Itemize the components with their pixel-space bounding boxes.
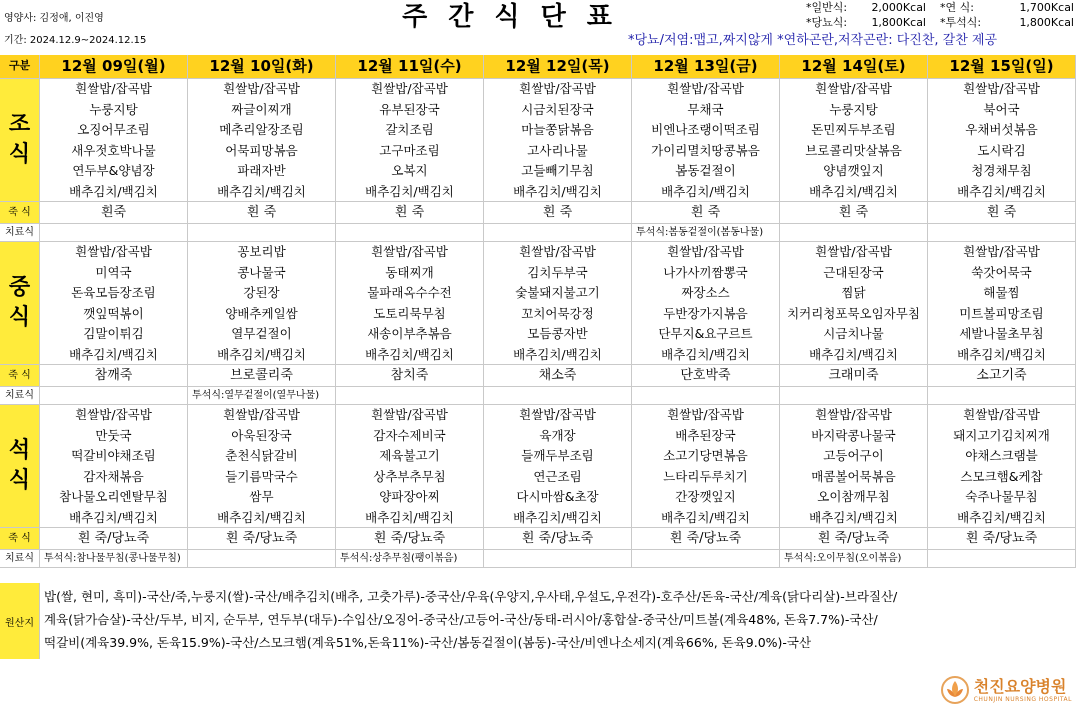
menu-item: 어묵피망볶음 [188,141,336,162]
day-header: 12월 14일(토) [780,55,928,79]
menu-item: 열무겉절이 [188,324,336,345]
menu-item: 배추김치/백김치 [928,508,1076,529]
menu-item: 김치두부국 [484,263,632,284]
menu-item: 상추부추무침 [336,467,484,488]
day-header: 12월 09일(월) [40,55,188,79]
menu-item: 무채국 [632,100,780,121]
menu-item: 고등어구이 [780,446,928,467]
therapy-note [632,387,780,405]
menu-item: 흰쌀밥/잡곡밥 [336,79,484,100]
porridge-item: 흰 죽 [336,202,484,224]
therapy-note: 투석식:상추무침(팽이볶음) [336,550,484,568]
diet-notice: *당뇨/저염:맵고,짜지않게 *연하곤란,저작곤란: 다진찬, 갈찬 제공 [628,33,998,48]
menu-item: 배추김치/백김치 [780,508,928,529]
menu-item: 누룽지탕 [40,100,188,121]
origin-line: 밥(쌀, 현미, 흑미)-국산/죽,누룽지(쌀)-국산/배추김치(배추, 고춧가루)-중국산/우육(우양지,우사태,우설도,우전각)-호주산/돈육-국산/계육(닭다리살)-브라질산/ [44,589,898,604]
period-label: 기간: 2024.12.9~2024.12.15 [4,35,147,46]
menu-item: 매콤볼어묵볶음 [780,467,928,488]
menu-item: 춘천식닭갈비 [188,446,336,467]
menu-item: 파래자반 [188,161,336,182]
nutritionist-label: 영양사: 김정애, 이진영 [4,13,104,24]
porridge-item: 흰 죽/당뇨죽 [336,528,484,550]
porridge-item: 흰 죽 [484,202,632,224]
porridge-item: 흰 죽 [780,202,928,224]
menu-item: 시금치나물 [780,324,928,345]
hospital-logo [940,675,1072,705]
menu-item: 배추김치/백김치 [928,182,1076,203]
porridge-item: 흰죽 [40,202,188,224]
menu-item: 흰쌀밥/잡곡밥 [484,242,632,263]
menu-item: 꽁보리밥 [188,242,336,263]
menu-item: 배추김치/백김치 [40,182,188,203]
menu-item: 봄동겉절이 [632,161,780,182]
porridge-label: 죽 식 [0,365,40,387]
menu-item: 나가사끼짬뽕국 [632,263,780,284]
porridge-item: 흰 죽 [188,202,336,224]
menu-item: 흰쌀밥/잡곡밥 [40,242,188,263]
menu-item: 갈치조림 [336,120,484,141]
therapy-note [780,387,928,405]
menu-item: 오이참깨무침 [780,487,928,508]
menu-item: 세발나물초무침 [928,324,1076,345]
menu-item: 물파래옥수수전 [336,283,484,304]
porridge-item: 흰 죽 [928,202,1076,224]
menu-item: 메추리알장조림 [188,120,336,141]
porridge-item: 흰 죽/당뇨죽 [928,528,1076,550]
menu-item: 유부된장국 [336,100,484,121]
calorie-value: 1,700Kcal [1019,1,1074,14]
menu-item: 배추김치/백김치 [632,508,780,529]
porridge-item: 단호박죽 [632,365,780,387]
menu-item: 도시락김 [928,141,1076,162]
menu-item: 흰쌀밥/잡곡밥 [40,405,188,426]
menu-item: 새우젓호박나물 [40,141,188,162]
therapy-label: 치료식 [0,387,40,405]
menu-item: 비엔나조랭이떡조림 [632,120,780,141]
menu-item: 연두부&양념장 [40,161,188,182]
menu-item: 숯불돼지불고기 [484,283,632,304]
menu-item: 배추김치/백김치 [40,345,188,366]
therapy-note [336,224,484,242]
menu-item: 연근조림 [484,467,632,488]
porridge-item: 흰 죽 [632,202,780,224]
menu-item: 제육불고기 [336,446,484,467]
therapy-note: 투석식:열무겉절이(열무나물) [188,387,336,405]
hospital-name-english: CHUNJIN NURSING HOSPITAL [973,695,1072,703]
calorie-label: *일반식: [806,1,848,14]
menu-item: 흰쌀밥/잡곡밥 [780,405,928,426]
therapy-label: 치료식 [0,550,40,568]
menu-item: 배추김치/백김치 [780,345,928,366]
therapy-note [632,550,780,568]
porridge-item: 흰 죽/당뇨죽 [632,528,780,550]
calorie-label: *연 식: [940,1,974,14]
menu-item: 흰쌀밥/잡곡밥 [632,79,780,100]
lotus-logo-icon [940,675,970,705]
menu-item: 미트볼피망조림 [928,304,1076,325]
hospital-name: 천진요양병원 [973,676,1067,696]
menu-item: 양념깻잎지 [780,161,928,182]
menu-item: 배추김치/백김치 [484,508,632,529]
menu-item: 간장깻잎지 [632,487,780,508]
porridge-item: 참치죽 [336,365,484,387]
day-header: 12월 15일(일) [928,55,1076,79]
day-header: 12월 10일(화) [188,55,336,79]
menu-item: 치커리청포묵오임자무침 [780,304,928,325]
porridge-item: 크래미죽 [780,365,928,387]
meal-label: 중 식 [0,242,40,365]
porridge-item: 소고기죽 [928,365,1076,387]
menu-item: 가이리멸치땅콩볶음 [632,141,780,162]
menu-item: 고들빼기무침 [484,161,632,182]
therapy-note [928,387,1076,405]
therapy-note [484,387,632,405]
menu-item: 소고기당면볶음 [632,446,780,467]
corner-label: 구분 [0,55,40,79]
menu-item: 육개장 [484,426,632,447]
menu-item: 흰쌀밥/잡곡밥 [336,405,484,426]
menu-item: 떡갈비야채조림 [40,446,188,467]
menu-item: 시금치된장국 [484,100,632,121]
porridge-item: 채소죽 [484,365,632,387]
menu-item: 오징어무조림 [40,120,188,141]
menu-item: 쑥갓어묵국 [928,263,1076,284]
porridge-item: 흰 죽/당뇨죽 [188,528,336,550]
menu-item: 아욱된장국 [188,426,336,447]
menu-item: 북어국 [928,100,1076,121]
menu-item: 들깨두부조림 [484,446,632,467]
menu-item: 흰쌀밥/잡곡밥 [188,79,336,100]
porridge-item: 흰 죽/당뇨죽 [40,528,188,550]
menu-item: 흰쌀밥/잡곡밥 [780,79,928,100]
menu-item: 참나물오리엔탈무침 [40,487,188,508]
menu-item: 깻잎떡볶이 [40,304,188,325]
menu-item: 도토리묵무침 [336,304,484,325]
origin-line: 계육(닭가슴살)-국산/두부, 비지, 순두부, 연두부(대두)-수입산/오징어-중국산/고등어-국산/동태-러시아/홍합살-중국산/미트볼(계육48%, 돈육7.7%)-국산/ [44,612,878,627]
menu-item: 미역국 [40,263,188,284]
menu-item: 동태찌개 [336,263,484,284]
therapy-note [40,224,188,242]
porridge-label: 죽 식 [0,528,40,550]
menu-item: 모듬콩자반 [484,324,632,345]
menu-item: 배추김치/백김치 [336,508,484,529]
therapy-note [780,224,928,242]
menu-item: 브로콜리맛살볶음 [780,141,928,162]
menu-item: 양파장아찌 [336,487,484,508]
menu-item: 해물찜 [928,283,1076,304]
menu-item: 흰쌀밥/잡곡밥 [484,79,632,100]
menu-item: 김말이튀김 [40,324,188,345]
therapy-note [928,224,1076,242]
menu-item: 마늘쫑닭볶음 [484,120,632,141]
calorie-value: 1,800Kcal [871,16,926,29]
menu-item: 흰쌀밥/잡곡밥 [336,242,484,263]
menu-item: 흰쌀밥/잡곡밥 [780,242,928,263]
menu-item: 흰쌀밥/잡곡밥 [40,79,188,100]
menu-item: 고사리나물 [484,141,632,162]
porridge-item: 브로콜리죽 [188,365,336,387]
porridge-item: 참깨죽 [40,365,188,387]
menu-item: 돈육모듬장조림 [40,283,188,304]
therapy-note: 투석식:참나물무침(콩나물무침) [40,550,188,568]
calorie-label: *투석식: [940,16,982,29]
day-header: 12월 11일(수) [336,55,484,79]
menu-item: 배추된장국 [632,426,780,447]
porridge-item: 흰 죽/당뇨죽 [484,528,632,550]
menu-item: 두반장가지볶음 [632,304,780,325]
menu-item: 배추김치/백김치 [188,345,336,366]
menu-item: 흰쌀밥/잡곡밥 [632,405,780,426]
menu-item: 콩나물국 [188,263,336,284]
therapy-note [484,550,632,568]
menu-item: 느타리두루치기 [632,467,780,488]
menu-item: 고구마조림 [336,141,484,162]
origin-label: 원산지 [0,583,40,659]
menu-item: 야채스크램블 [928,446,1076,467]
menu-item: 우채버섯볶음 [928,120,1076,141]
menu-item: 흰쌀밥/잡곡밥 [928,242,1076,263]
menu-item: 단무지&요구르트 [632,324,780,345]
menu-item: 흰쌀밥/잡곡밥 [632,242,780,263]
menu-item: 새송이부추볶음 [336,324,484,345]
menu-item: 청경채무침 [928,161,1076,182]
therapy-note [484,224,632,242]
menu-item: 스모크햄&케찹 [928,467,1076,488]
menu-item: 배추김치/백김치 [336,345,484,366]
menu-item: 배추김치/백김치 [188,508,336,529]
menu-item: 들기름막국수 [188,467,336,488]
therapy-note [40,387,188,405]
origin-line: 떡갈비(계육39.9%, 돈육15.9%)-국산/스모크햄(계육51%,돈육11%)-국산/봄동겉절이(봄동)-국산/비엔나소세지(계육66%, 돈육9.0%)-국산 [44,635,812,650]
meal-label: 석 식 [0,405,40,528]
menu-item: 강된장 [188,283,336,304]
therapy-note [928,550,1076,568]
menu-item: 짜글이찌개 [188,100,336,121]
menu-item: 쌈무 [188,487,336,508]
menu-item: 흰쌀밥/잡곡밥 [928,405,1076,426]
menu-item: 찜닭 [780,283,928,304]
day-header: 12월 13일(금) [632,55,780,79]
therapy-label: 치료식 [0,224,40,242]
menu-item: 배추김치/백김치 [40,508,188,529]
menu-item: 오복지 [336,161,484,182]
day-header: 12월 12일(목) [484,55,632,79]
menu-item: 짜장소스 [632,283,780,304]
menu-item: 배추김치/백김치 [632,182,780,203]
menu-item: 흰쌀밥/잡곡밥 [928,79,1076,100]
menu-item: 배추김치/백김치 [484,345,632,366]
menu-item: 돈민찌두부조림 [780,120,928,141]
menu-item: 누룽지탕 [780,100,928,121]
calorie-label: *당뇨식: [806,16,848,29]
page-title: 주 간 식 단 표 [402,2,618,32]
menu-item: 감자수제비국 [336,426,484,447]
menu-item: 근대된장국 [780,263,928,284]
porridge-label: 죽 식 [0,202,40,224]
menu-item: 배추김치/백김치 [632,345,780,366]
menu-item: 바지락콩나물국 [780,426,928,447]
menu-item: 배추김치/백김치 [780,182,928,203]
therapy-note [188,224,336,242]
menu-item: 돼지고기김치찌개 [928,426,1076,447]
menu-item: 만둣국 [40,426,188,447]
meal-label: 조 식 [0,79,40,202]
therapy-note: 투석식:오이무침(오이볶음) [780,550,928,568]
menu-item: 양배추케일쌈 [188,304,336,325]
menu-item: 숙주나물무침 [928,487,1076,508]
therapy-note: 투석식:봄동겉절이(봄동나물) [632,224,780,242]
therapy-note [336,387,484,405]
menu-item: 흰쌀밥/잡곡밥 [188,405,336,426]
menu-item: 흰쌀밥/잡곡밥 [484,405,632,426]
menu-item: 감자채볶음 [40,467,188,488]
calorie-value: 2,000Kcal [871,1,926,14]
therapy-note [188,550,336,568]
menu-item: 다시마쌈&초장 [484,487,632,508]
porridge-item: 흰 죽/당뇨죽 [780,528,928,550]
menu-item: 배추김치/백김치 [188,182,336,203]
menu-item: 꼬치어묵강정 [484,304,632,325]
menu-item: 배추김치/백김치 [484,182,632,203]
calorie-value: 1,800Kcal [1019,16,1074,29]
menu-item: 배추김치/백김치 [928,345,1076,366]
menu-item: 배추김치/백김치 [336,182,484,203]
